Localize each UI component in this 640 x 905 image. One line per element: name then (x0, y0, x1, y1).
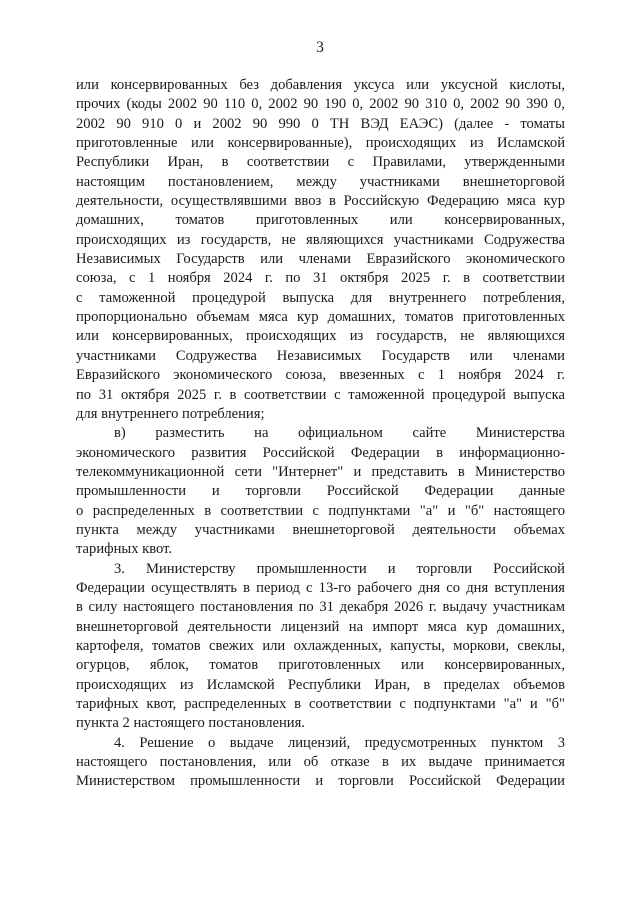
text-line: 2002 90 910 0 и 2002 90 990 0 ТН ВЭД ЕАЭС) (далее - томаты (76, 115, 565, 132)
text-line: пропорционально объемам мяса кур домашних, томатов приготовленных (76, 309, 565, 326)
document-body (76, 76, 565, 792)
text-line: картофеля, томатов свежих или охлажденных, капусты, моркови, свеклы, (76, 637, 565, 654)
text-line: тарифных квот. (76, 541, 173, 558)
text-line: происходящих из Исламской Республики Иран, в пределах объемов (76, 676, 565, 693)
text-line: с таможенной процедурой выпуска для внутреннего потребления, (76, 289, 565, 306)
text-line: по 31 октября 2025 г. в соответствии с таможенной процедурой выпуска (76, 386, 565, 403)
text-line: участниками Содружества Независимых Государств или членами (76, 347, 565, 364)
text-line: 4. Решение о выдаче лицензий, предусмотренных пунктом 3 (114, 734, 565, 751)
text-line: промышленности и торговли Российской Федерации данные (76, 483, 565, 500)
text-line: в) разместить на официальном сайте Министерства (114, 425, 565, 442)
text-line: Республики Иран, в соответствии с Правилами, утвержденными (76, 154, 565, 171)
text-line: внешнеторговой деятельности лицензий на импорт мяса кур домашних, (76, 618, 565, 635)
text-line: деятельности, осуществлявшими ввоз в Российскую Федерацию мяса кур (76, 193, 565, 210)
text-line: Федерации осуществлять в период с 13-го рабочего дня со дня вступления (76, 579, 565, 596)
text-line: для внутреннего потребления; (76, 405, 265, 422)
text-line: пункта 2 настоящего постановления. (76, 715, 305, 732)
text-line: настоящим постановлением, между участниками внешнеторговой (76, 173, 565, 190)
text-line: или консервированных без добавления уксуса или уксусной кислоты, (76, 77, 565, 93)
text-line: в силу настоящего постановления по 31 декабря 2026 г. выдачу участникам (76, 599, 565, 616)
text-line: телекоммуникационной сети "Интернет" и представить в Министерство (76, 463, 565, 480)
text-line: о распределенных в соответствии с подпунктами "а" и "б" настоящего (76, 502, 565, 519)
text-line: прочих (коды 2002 90 110 0, 2002 90 190 0, 2002 90 310 0, 2002 90 390 0, (76, 96, 565, 113)
text-line: домашних, томатов приготовленных или консервированных, (76, 212, 565, 229)
text-line: 3. Министерству промышленности и торговли Российской (114, 560, 565, 577)
text-line: союза, с 1 ноября 2024 г. по 31 октября 2025 г. в соответствии (76, 270, 565, 287)
text-line: тарифных квот, распределенных в соответствии с подпунктами "а" и "б" (76, 696, 565, 712)
text-line: приготовленные или консервированные), происходящих из Исламской (76, 135, 565, 152)
text-line: Независимых Государств или членами Евразийского экономического (76, 251, 565, 268)
text-line: Министерством промышленности и торговли Российской Федерации (76, 773, 565, 790)
text-line: пункта между участниками внешнеторговой деятельности объемах (76, 521, 565, 538)
page-number: 3 (316, 39, 324, 56)
text-line: или консервированных, происходящих из государств, не являющихся (76, 328, 565, 345)
text-line: экономического развития Российской Федерации в информационно- (76, 444, 565, 461)
text-line: происходящих из государств, не являющихся участниками Содружества (76, 231, 565, 248)
text-line: настоящего постановления, или об отказе в их выдаче принимается (76, 754, 565, 771)
text-line: Евразийского экономического союза, ввезенных с 1 ноября 2024 г. (76, 367, 565, 384)
text-line: огурцов, яблок, томатов приготовленных или консервированных, (76, 657, 565, 674)
